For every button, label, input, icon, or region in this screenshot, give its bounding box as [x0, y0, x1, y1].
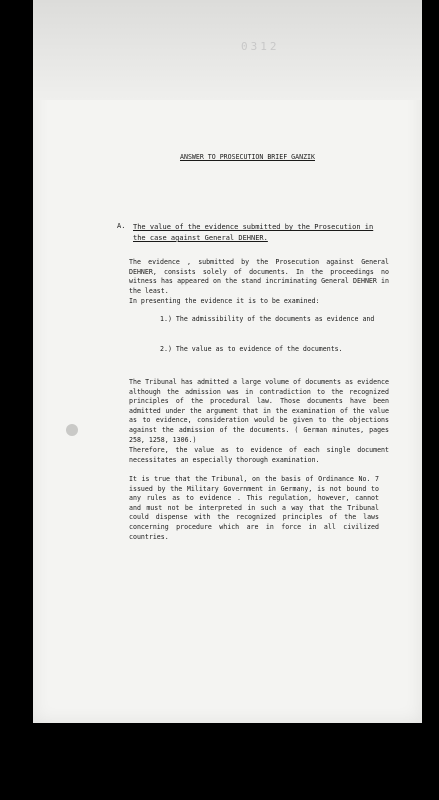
page-top-shade: [33, 0, 422, 100]
document-page: [33, 0, 422, 723]
paragraph-tribunal-admission: The Tribunal has admitted a large volume of documents as evidence although the admission was in contradiction to the recognized principles of the procedural law. Those documents have been admitted under the argument that in the examination of the value as to evidence, consideration would be given to the objections against the admission of the documents. ( German minutes, pages 258, 1258, 1306.): [129, 378, 389, 444]
punch-hole: [66, 424, 78, 436]
paragraph-therefore: Therefore, the value as to evidence of each single document necessitates an especially thorough examination.: [129, 446, 389, 464]
frame-number: 0312: [241, 40, 280, 53]
paragraph-evidence-summary: The evidence , submitted by the Prosecution against General DEHNER, consists solely of documents. In the proceedings no witness has appeared on the stand incriminating General DEHNER in the least.: [129, 258, 389, 295]
list-item-admissibility: 1.) The admissibility of the documents as evidence and: [160, 315, 375, 323]
list-item-value: 2.) The value as to evidence of the documents.: [160, 345, 343, 353]
section-title: The value of the evidence submitted by the Prosecution in the case against General DEHNER.: [133, 223, 374, 242]
paragraph-ordinance: It is true that the Tribunal, on the basis of Ordinance No. 7 issued by the Military Government in Germany, is not bound to any rules as to evidence . This regulation, however, cannot and must not be interpreted in such a way that the Tribunal could dispense with the recognized principles of the laws concerning procedure which are in force in all civilized countries.: [129, 475, 379, 541]
document-heading: ANSWER TO PROSECUTION BRIEF GANZIK: [180, 153, 315, 161]
paragraph-presenting-evidence: In presenting the evidence it is to be examined:: [129, 297, 320, 305]
section-letter: A.: [117, 222, 126, 230]
